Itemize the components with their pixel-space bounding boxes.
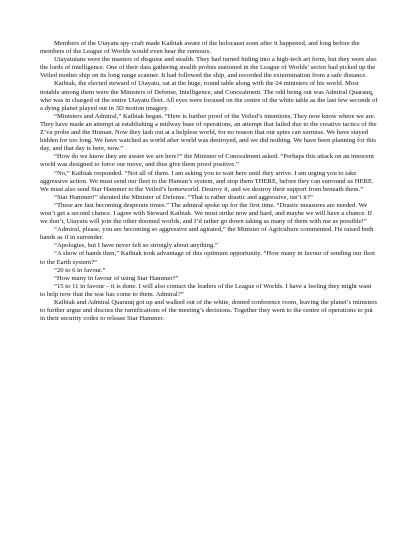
paragraph: Kaibiak, the elected steward of Utayatu, sat at the huge, round table along with the 24 ministers of his world. Most notable among them were the Ministers of Defense, Intelligence, and Concealment. The odd being out was Admiral Quarauq, who was in charged of the entire Utayatu fleet. All eyes were focused on the centre of the white table as the last few seconds of a dying planet played out in 3D motion imagery.	[40, 80, 378, 112]
paragraph: “No,” Kaibiak responded. “Not all of them. I am asking you to wait here until they arrive. I am urging you to take aggressive action. We must send our fleet to the Human’s system, and stop them THERE, before they can surround us HERE. We must also send Star Hammer to the Veiled’s homeworld. Destroy it, and we destroy their support from beneath them.”	[40, 169, 374, 193]
paragraph: Kaibiak and Admiral Quarauq got up and walked out of the white, domed conference room, leaving the planet’s ministers to further argue and discuss the ramifications of the meeting’s decisions. Together they went to the centre of operations to put in their security codes to release Star Hammer.	[40, 299, 378, 323]
paragraph: “20 to 6 in favour.”	[54, 266, 106, 274]
paragraph: “A show of hands then,” Kaibiak took advantage of this optimum opportunity. “How many in favour of sending our fleet to the Earth system?”	[40, 250, 376, 266]
paragraph: “Admiral, please, you are becoming so aggressive and agitated,” the Minister of Agriculture commented. He raised both hands as if in surrender.	[40, 226, 374, 242]
document-page	[40, 40, 378, 323]
paragraph: “These are fast becoming desperate times.” The admiral spoke up for the first time. “Drastic measures are needed. We won’t get a second chance. I agree with Steward Kaibiak. We must strike now and hard, and maybe we will have a chance. If we don’t, Utayatu will join the other doomed worlds, and I’d rather go down taking as many of them with me as possible!”	[40, 201, 373, 226]
paragraph: “Apologies, but I have never felt so strongly about anything.”	[54, 242, 218, 250]
paragraph: Members of the Utayatu spy-craft made Kaibiak aware of the holocaust soon after it happened, and long before the members of the League of Worlds would even hear the rumours.	[40, 40, 360, 56]
paragraph: “How do we know they are aware we are here?” the Minister of Concealment asked. “Perhaps this attack on an innocent world was designed to force our move, and thus give them proof positive.”	[40, 153, 374, 169]
paragraph: “How many in favour of using Star Hammer?”	[54, 274, 179, 282]
paragraph: “15 to 11 in favour – it is done. I will also contact the leaders of the League of Worlds. I have a feeling they might want to help now that the war has come to them. Admiral?”	[40, 282, 372, 298]
paragraph: Utayatuians were the masters of disguise and stealth. They had turned hiding into a high-tech art form, but they were also the lords of intelligence. One of their data gathering stealth probes stationed in the League of Worlds’ sector had picked up the Veiled mother ship on its long range scanner. It had followed the ship, and recorded the extermination from a safe distance.	[40, 56, 377, 80]
paragraph: “Ministers and Admiral,” Kaibiak began. “Here is further proof of the Veiled’s intentions. They now know where we are. They have made an attempt at establishing a midway base of operations, an attempt that failed due to the creative tactics of the Z’va probe and the Human. Now they lash out at a helpless world, for no reason that our spies can surmise. We have stayed hidden for too long. We have watched as world after world was destroyed, and we did nothing. We have been planning for this day, and that day is here, now.”	[40, 112, 377, 153]
paragraph: “Star Hammer!” shouted the Minister of Defense. “That is rather drastic and aggressive, isn’t it?”	[54, 193, 313, 201]
